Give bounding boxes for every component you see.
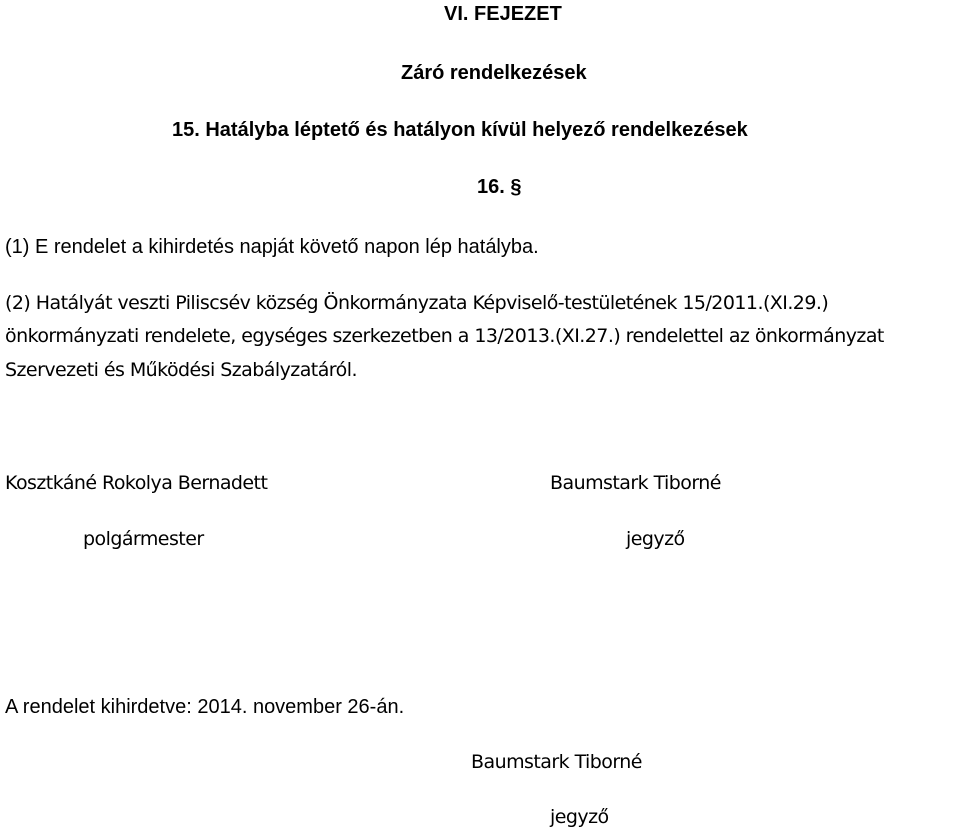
section-heading: 15. Hatályba léptető és hatályon kívül helyező rendelkezések [172, 119, 748, 141]
promulgation-signer-name: Baumstark Tiborné [471, 751, 642, 773]
signature-right-role: jegyző [626, 528, 685, 550]
paragraph-2-line-3: Szervezeti és Működési Szabályzatáról. [5, 359, 357, 381]
signature-right-name: Baumstark Tiborné [550, 472, 721, 494]
chapter-title: VI. FEJEZET [444, 3, 562, 25]
promulgation-signer-role: jegyző [550, 806, 609, 828]
paragraph-2-line-2: önkormányzati rendelete, egységes szerkezetben a 13/2013.(XI.27.) rendelettel az önkormányzat [5, 325, 884, 347]
chapter-subtitle: Záró rendelkezések [401, 62, 587, 84]
promulgation-text: A rendelet kihirdetve: 2014. november 26-án. [5, 696, 405, 718]
paragraph-2-line-1: (2) Hatályát veszti Piliscsév község Önkormányzata Képviselő-testületének 15/2011.(XI.29.) [5, 292, 829, 314]
signature-left-name: Kosztkáné Rokolya Bernadett [5, 472, 268, 494]
paragraph-1: (1) E rendelet a kihirdetés napját követő napon lép hatályba. [5, 236, 539, 258]
paragraph-number: 16. § [477, 176, 522, 198]
signature-left-role: polgármester [83, 528, 204, 550]
